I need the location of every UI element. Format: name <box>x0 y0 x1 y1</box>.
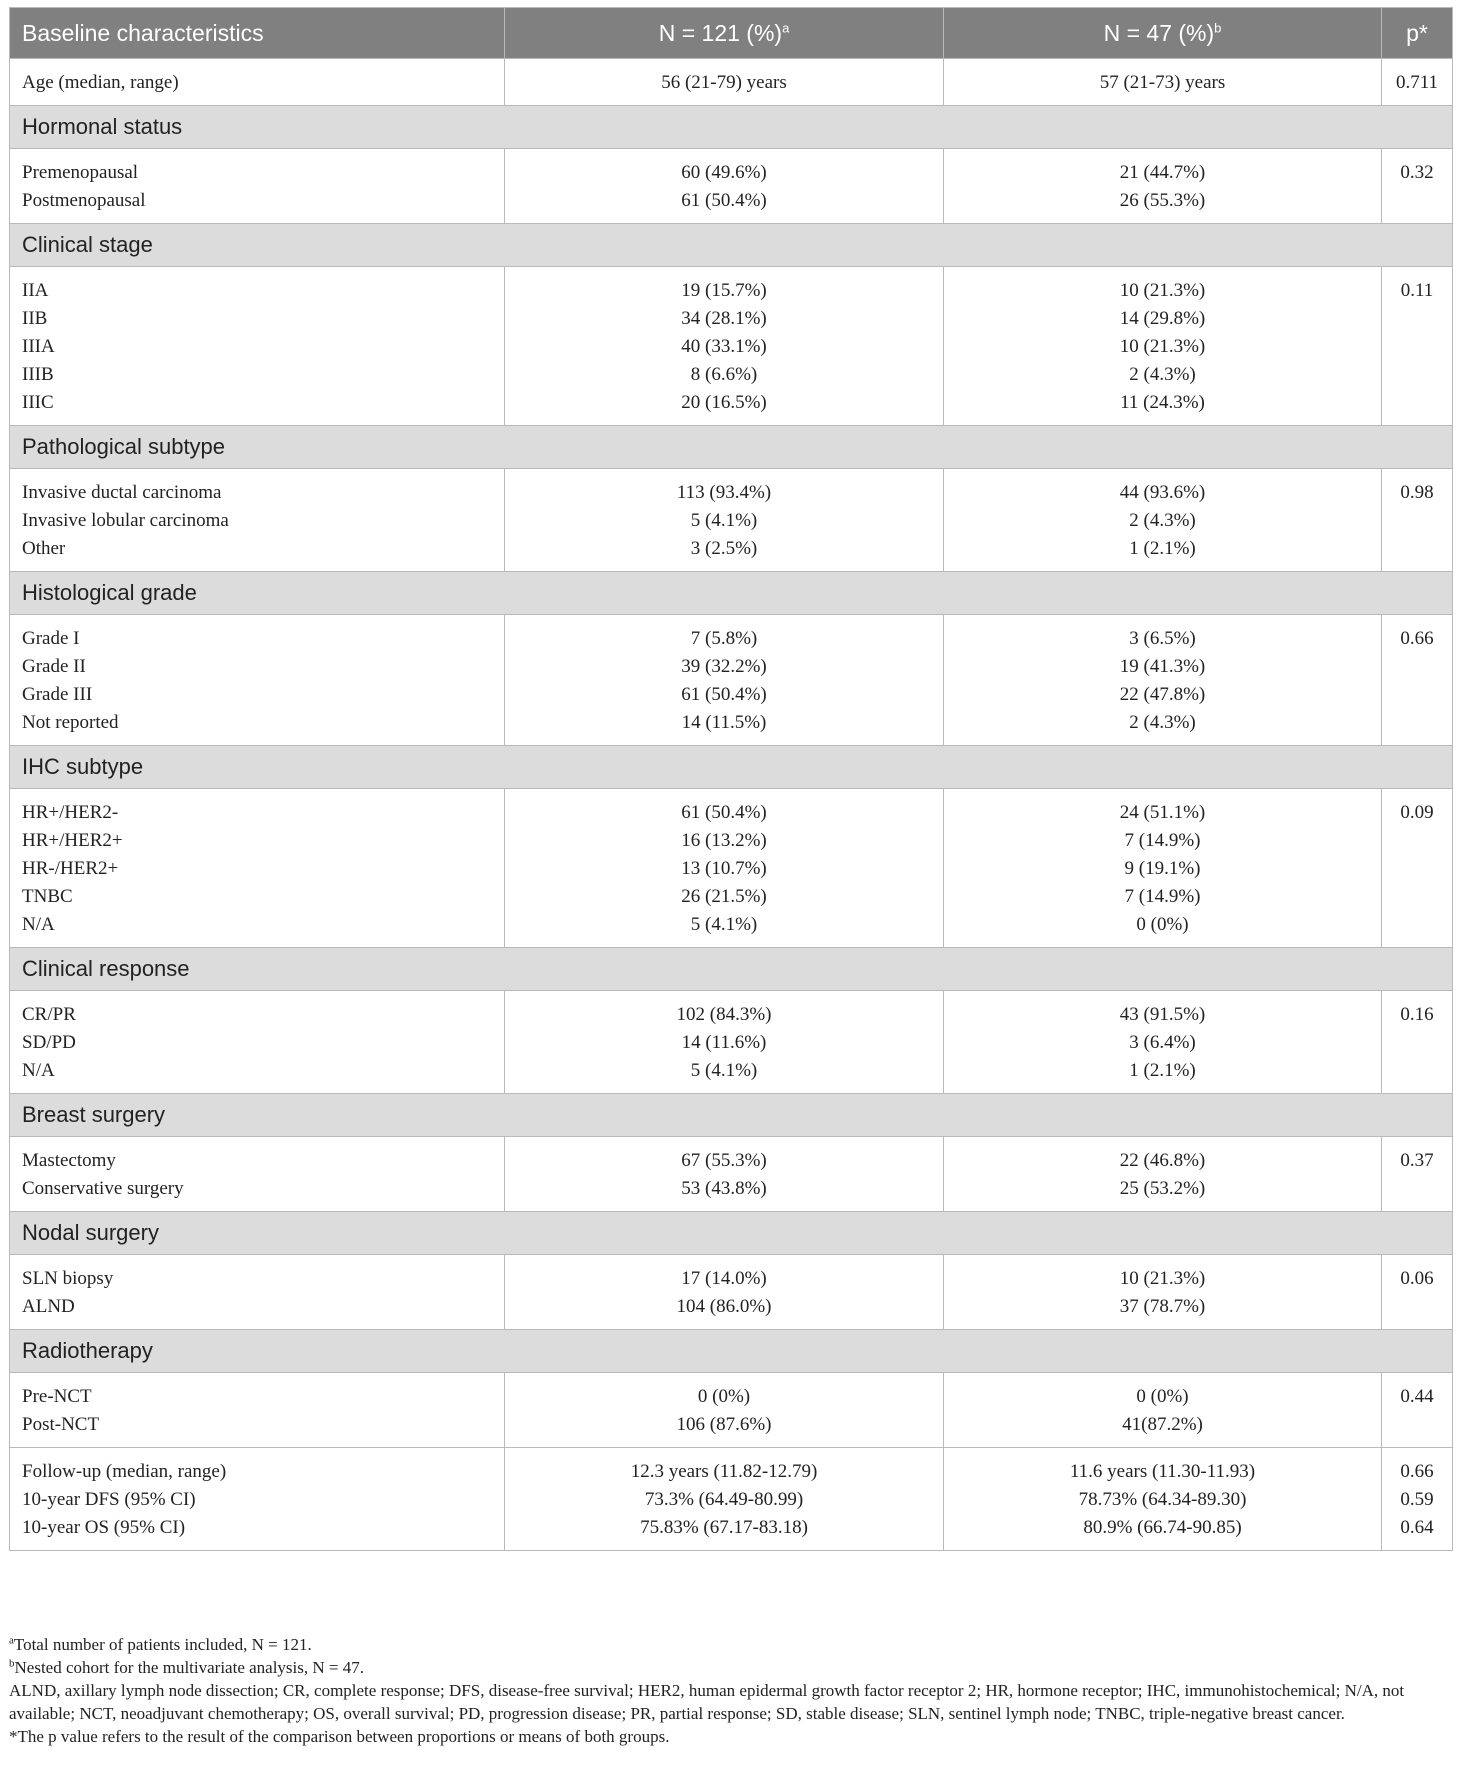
row-label: Post-NCT <box>22 1414 100 1435</box>
row-labels <box>10 1373 505 1448</box>
cell-value: 7 (5.8%) <box>690 628 758 649</box>
age-row <box>10 59 1453 106</box>
outcome-value: 80.9% (66.74-90.85) <box>1083 1517 1242 1538</box>
section-rows-clinical-response <box>10 991 1453 1094</box>
values-cohort-121 <box>505 149 944 224</box>
p-value <box>1382 615 1453 746</box>
cell-value: 24 (51.1%) <box>1119 802 1206 823</box>
section-header-clinical-stage <box>10 224 1453 267</box>
values-cohort-121 <box>505 469 944 572</box>
section-header-radiotherapy <box>10 1330 1453 1373</box>
cell-value: 0 (0%) <box>1136 914 1189 935</box>
cell-value: 34 (28.1%) <box>681 308 767 329</box>
cell-value: 10 (21.3%) <box>1119 336 1206 357</box>
row-label: IIA <box>22 280 49 301</box>
baseline-table-container <box>9 7 1452 1551</box>
row-label: Other <box>22 538 66 559</box>
footnote-p-value: *The p value refers to the result of the comparison between proportions or means of both groups. <box>9 1727 670 1746</box>
p-value-text: 0.16 <box>1400 1004 1434 1025</box>
cell-value: 43 (91.5%) <box>1119 1004 1206 1025</box>
cell-value: 22 (46.8%) <box>1119 1150 1206 1171</box>
p-value <box>1382 469 1453 572</box>
section-title: Nodal surgery <box>10 1212 1453 1255</box>
p-value-text: 0.44 <box>1400 1386 1434 1407</box>
values-cohort-47 <box>944 469 1382 572</box>
values-cohort-121 <box>505 1137 944 1212</box>
row-labels <box>10 1255 505 1330</box>
cell-value: 10 (21.3%) <box>1119 1268 1206 1289</box>
header-p-value: p* <box>1382 8 1453 59</box>
section-header-ihc-subtype <box>10 746 1453 789</box>
row-labels <box>10 149 505 224</box>
cell-value: 22 (47.8%) <box>1119 684 1206 705</box>
cell-value: 11 (24.3%) <box>1120 392 1205 413</box>
cell-value: 7 (14.9%) <box>1124 886 1201 907</box>
section-rows-breast-surgery <box>10 1137 1453 1212</box>
p-value <box>1382 1137 1453 1212</box>
values-cohort-121 <box>505 991 944 1094</box>
p-value <box>1382 149 1453 224</box>
p-value-text: 0.32 <box>1400 162 1434 183</box>
header-cohort-121: N = 121 (%)$^a$ <box>505 8 944 59</box>
cell-value: 3 (2.5%) <box>690 538 758 559</box>
section-title: IHC subtype <box>10 746 1453 789</box>
age-p-value: 0.711 <box>1382 59 1453 106</box>
section-title: Clinical stage <box>10 224 1453 267</box>
section-title: Histological grade <box>10 572 1453 615</box>
section-header-hormonal-status <box>10 106 1453 149</box>
row-label: SLN biopsy <box>22 1268 114 1289</box>
row-label: Premenopausal <box>22 162 139 183</box>
cell-value: 0 (0%) <box>697 1386 751 1407</box>
row-label: IIIB <box>22 364 54 385</box>
p-value <box>1382 1255 1453 1330</box>
cell-value: 44 (93.6%) <box>1119 482 1206 503</box>
values-cohort-121 <box>505 789 944 948</box>
cell-value: 5 (4.1%) <box>690 914 758 935</box>
section-title: Clinical response <box>10 948 1453 991</box>
values-cohort-47 <box>944 267 1382 426</box>
cell-value: 1 (2.1%) <box>1129 538 1196 559</box>
row-label: IIB <box>22 308 48 329</box>
section-header-clinical-response <box>10 948 1453 991</box>
section-rows-histological-grade <box>10 615 1453 746</box>
section-rows-ihc-subtype <box>10 789 1453 948</box>
cell-value: 14 (11.5%) <box>681 712 767 733</box>
section-title: Breast surgery <box>10 1094 1453 1137</box>
row-labels <box>10 991 505 1094</box>
row-label: IIIC <box>22 392 54 413</box>
outcome-values-47 <box>944 1448 1382 1551</box>
outcome-p-values <box>1382 1448 1453 1551</box>
header-cohort-47: N = 47 (%)$^b$ <box>944 8 1382 59</box>
p-value-text: 0.11 <box>1400 280 1434 301</box>
cell-value: 26 (55.3%) <box>1119 190 1206 211</box>
outcome-value: 75.83% (67.17-83.18) <box>640 1517 808 1538</box>
p-value <box>1382 267 1453 426</box>
cell-value: 7 (14.9%) <box>1124 830 1201 851</box>
values-cohort-47 <box>944 1137 1382 1212</box>
outcome-value: 73.3% (64.49-80.99) <box>644 1489 804 1510</box>
cell-value: 14 (29.8%) <box>1119 308 1206 329</box>
cell-value: 39 (32.2%) <box>681 656 767 677</box>
row-label: N/A <box>22 914 55 935</box>
row-label: HR+/HER2+ <box>22 830 123 851</box>
outcome-value: 12.3 years (11.82-12.79) <box>630 1461 818 1482</box>
cell-value: 61 (50.4%) <box>681 190 767 211</box>
section-rows-clinical-stage <box>10 267 1453 426</box>
section-rows-hormonal-status <box>10 149 1453 224</box>
cell-value: 60 (49.6%) <box>681 162 767 183</box>
cell-value: 2 (4.3%) <box>1129 510 1196 531</box>
outcome-p: 0.66 <box>1400 1461 1434 1482</box>
cell-value: 3 (6.4%) <box>1129 1032 1196 1053</box>
row-label: Grade III <box>22 684 93 705</box>
values-cohort-121 <box>505 615 944 746</box>
p-value-text: 0.37 <box>1400 1150 1434 1171</box>
row-labels <box>10 1137 505 1212</box>
table-footnotes <box>9 1633 1452 1748</box>
section-title: Radiotherapy <box>10 1330 1453 1373</box>
section-title: Pathological subtype <box>10 426 1453 469</box>
row-label: HR+/HER2- <box>22 802 119 823</box>
cell-value: 106 (87.6%) <box>676 1414 772 1435</box>
values-cohort-121 <box>505 267 944 426</box>
cell-value: 14 (11.6%) <box>681 1032 767 1053</box>
row-label: Grade I <box>22 628 80 649</box>
outcome-value: 78.73% (64.34-89.30) <box>1078 1489 1247 1510</box>
footnote-a: $^a$Total number of patients included, N = 121. <box>9 1634 312 1654</box>
values-cohort-47 <box>944 789 1382 948</box>
outcome-label: Follow-up (median, range) <box>22 1461 227 1482</box>
cell-value: 61 (50.4%) <box>681 684 767 705</box>
outcome-value: 11.6 years (11.30-11.93) <box>1069 1461 1256 1482</box>
outcome-labels <box>10 1448 505 1551</box>
row-label: IIIA <box>22 336 55 357</box>
cell-value: 9 (19.1%) <box>1124 858 1201 879</box>
section-title: Hormonal status <box>10 106 1453 149</box>
cell-value: 41(87.2%) <box>1122 1414 1203 1435</box>
cell-value: 25 (53.2%) <box>1119 1178 1206 1199</box>
cell-value: 19 (41.3%) <box>1119 656 1206 677</box>
row-label: Postmenopausal <box>22 190 146 211</box>
header-row <box>10 8 1453 59</box>
row-labels <box>10 789 505 948</box>
section-rows-pathological-subtype <box>10 469 1453 572</box>
cell-value: 10 (21.3%) <box>1119 280 1206 301</box>
cell-value: 2 (4.3%) <box>1129 712 1196 733</box>
cell-value: 17 (14.0%) <box>681 1268 767 1289</box>
section-header-pathological-subtype <box>10 426 1453 469</box>
p-value <box>1382 789 1453 948</box>
cell-value: 67 (55.3%) <box>681 1150 767 1171</box>
p-value-text: 0.09 <box>1400 802 1434 823</box>
values-cohort-47 <box>944 991 1382 1094</box>
row-label: ALND <box>22 1296 75 1317</box>
p-value-text: 0.66 <box>1400 628 1434 649</box>
row-label: CR/PR <box>22 1004 76 1025</box>
cell-value: 0 (0%) <box>1136 1386 1189 1407</box>
baseline-characteristics-table <box>9 7 1453 1551</box>
section-header-breast-surgery <box>10 1094 1453 1137</box>
section-header-histological-grade <box>10 572 1453 615</box>
outcome-label: 10-year DFS (95% CI) <box>22 1489 196 1510</box>
outcomes-rows <box>10 1448 1453 1551</box>
p-value <box>1382 1373 1453 1448</box>
cell-value: 5 (4.1%) <box>690 1060 758 1081</box>
cell-value: 37 (78.7%) <box>1119 1296 1206 1317</box>
row-label: Pre-NCT <box>22 1386 92 1407</box>
row-label: Mastectomy <box>22 1150 116 1171</box>
cell-value: 102 (84.3%) <box>676 1004 772 1025</box>
cell-value: 1 (2.1%) <box>1129 1060 1196 1081</box>
row-labels <box>10 615 505 746</box>
row-label: N/A <box>22 1060 55 1081</box>
row-label: TNBC <box>22 886 73 907</box>
cell-value: 2 (4.3%) <box>1129 364 1196 385</box>
row-label: Grade II <box>22 656 86 677</box>
values-cohort-47 <box>944 149 1382 224</box>
section-header-nodal-surgery <box>10 1212 1453 1255</box>
cell-value: 3 (6.5%) <box>1129 628 1196 649</box>
cell-value: 5 (4.1%) <box>690 510 758 531</box>
cell-value: 19 (15.7%) <box>681 280 767 301</box>
cell-value: 16 (13.2%) <box>681 830 767 851</box>
row-label: Invasive lobular carcinoma <box>22 510 229 531</box>
cell-value: 113 (93.4%) <box>676 482 772 503</box>
values-cohort-47 <box>944 1255 1382 1330</box>
cell-value: 26 (21.5%) <box>681 886 767 907</box>
row-label: Conservative surgery <box>22 1178 184 1199</box>
header-characteristics: Baseline characteristics <box>10 8 505 59</box>
cell-value: 13 (10.7%) <box>681 858 767 879</box>
footnote-abbreviations: ALND, axillary lymph node dissection; CR, complete response; DFS, disease-free survival; HER2, human epidermal growth factor receptor 2; HR, hormone receptor; IHC, immunohistochemical; N/A, not available; NCT, neoadjuvant chemotherapy; OS, overall survival; PD, progression disease; PR, partial response; SD, stable disease; SLN, sentinel lymph node; TNBC, triple-negative breast cancer. <box>9 1681 1405 1723</box>
section-rows-radiotherapy <box>10 1373 1453 1448</box>
cell-value: 61 (50.4%) <box>681 802 767 823</box>
row-labels <box>10 267 505 426</box>
cell-value: 40 (33.1%) <box>681 336 767 357</box>
footnote-b: $^b$Nested cohort for the multivariate analysis, N = 47. <box>9 1657 364 1677</box>
cell-value: 53 (43.8%) <box>681 1178 767 1199</box>
row-label: Not reported <box>22 712 119 733</box>
age-label: Age (median, range) <box>10 59 505 106</box>
outcome-p: 0.64 <box>1400 1517 1434 1538</box>
row-label: SD/PD <box>22 1032 76 1053</box>
cell-value: 21 (44.7%) <box>1119 162 1206 183</box>
values-cohort-121 <box>505 1373 944 1448</box>
values-cohort-47 <box>944 1373 1382 1448</box>
outcome-values-121 <box>505 1448 944 1551</box>
p-value <box>1382 991 1453 1094</box>
age-value-121: 56 (21-79) years <box>505 59 944 106</box>
age-value-47: 57 (21-73) years <box>944 59 1382 106</box>
row-label: HR-/HER2+ <box>22 858 119 879</box>
cell-value: 8 (6.6%) <box>690 364 758 385</box>
row-label: Invasive ductal carcinoma <box>22 482 222 503</box>
p-value-text: 0.06 <box>1400 1268 1434 1289</box>
section-rows-nodal-surgery <box>10 1255 1453 1330</box>
outcome-p: 0.59 <box>1400 1489 1434 1510</box>
cell-value: 20 (16.5%) <box>681 392 767 413</box>
cell-value: 104 (86.0%) <box>676 1296 772 1317</box>
outcome-label: 10-year OS (95% CI) <box>22 1517 186 1538</box>
values-cohort-47 <box>944 615 1382 746</box>
values-cohort-121 <box>505 1255 944 1330</box>
p-value-text: 0.98 <box>1400 482 1434 503</box>
row-labels <box>10 469 505 572</box>
